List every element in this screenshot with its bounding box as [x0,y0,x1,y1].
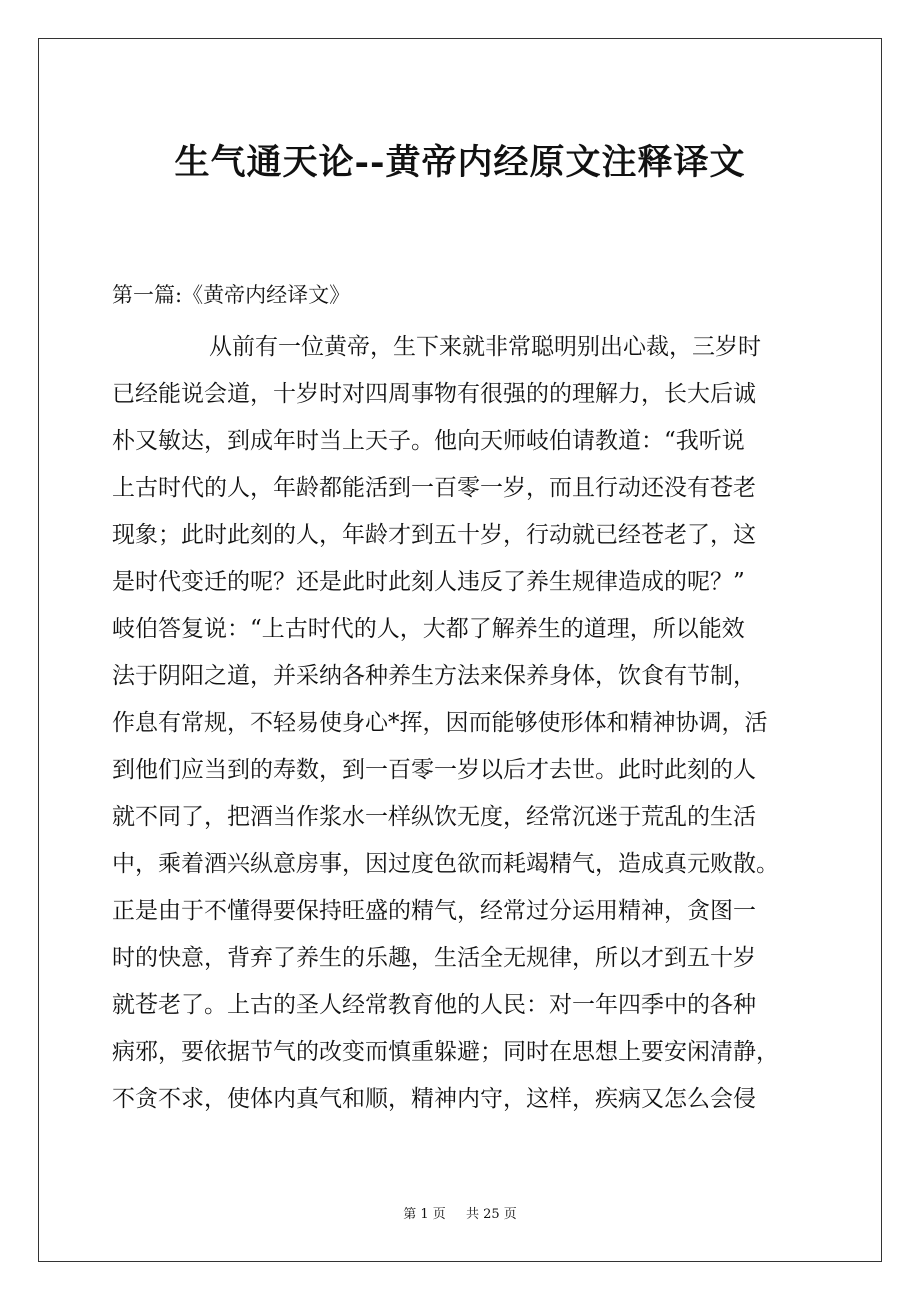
text-line: 就苍老了。上古的圣人经常教育他的人民：对一年四季中的各种 [112,992,756,1018]
text-line: 时的快意，背弃了养生的乐趣，生活全无规律，所以才到五十岁 [112,945,756,971]
page-total: 共 25 页 [465,1207,517,1222]
text-line: 就不同了，把酒当作浆水一样纵饮无度，经常沉迷于荒乱的生活 [112,804,756,830]
text-line: 上古时代的人，年龄都能活到一百零一岁，而且行动还没有苍老 [112,475,756,501]
text-line: 现象；此时此刻的人，年龄才到五十岁，行动就已经苍老了，这 [112,522,756,548]
text-line: 正是由于不懂得要保持旺盛的精气，经常过分运用精神，贪图一 [112,898,756,924]
page-footer [0,1205,920,1225]
text-line: 已经能说会道，十岁时对四周事物有很强的的理解力，长大后诚 [112,381,756,407]
body-text [112,324,828,1123]
text-line: 不贪不求，使体内真气和顺，精神内守，这样，疾病又怎么会侵 [112,1086,756,1112]
text-line: 中，乘着酒兴纵意房事，因过度色欲而耗竭精气，造成真元败散。 [112,851,779,877]
section-heading: 第一篇:《黄帝内经译文》 [112,283,351,307]
text-line: 朴又敏达，到成年时当上天子。他向天师岐伯请教道：“我听说 [112,428,745,454]
text-line: 到他们应当到的寿数，到一百零一岁以后才去世。此时此刻的人 [112,757,756,783]
text-line: 从前有一位黄帝，生下来就非常聪明别出心裁，三岁时 [209,334,761,360]
text-line: 是时代变迁的呢？还是此时此刻人违反了养生规律造成的呢？” [112,569,745,595]
text-line: 岐伯答复说：“上古时代的人，大都了解养生的道理，所以能效 [112,616,745,642]
document-title: 生气通天论--黄帝内经原文注释译文 [174,142,746,183]
text-line: 病邪，要依据节气的改变而慎重躲避；同时在思想上要安闲清静， [112,1039,779,1065]
text-line: 作息有常规，不轻易使身心*挥，因而能够使形体和精神协调，活 [112,710,768,736]
page-number: 第 1 页 [403,1207,446,1222]
text-line: 法于阴阳之道，并采纳各种养生方法来保养身体，饮食有节制， [112,663,756,689]
